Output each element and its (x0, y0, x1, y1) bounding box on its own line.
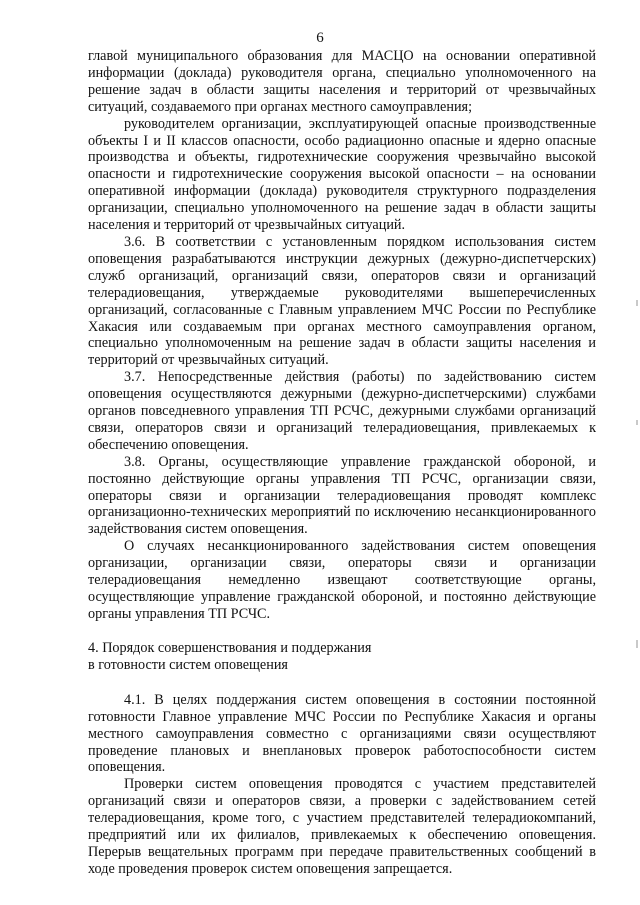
paragraph-3-7: 3.7. Непосредственные действия (работы) по задействованию систем оповещения осуществляются дежурными (дежурно-диспетчерскими) службами органов повседневного управления ТП РСЧС, дежурными службами организаций связи, операторов связи и организаций телерадиовещания, привлекаемых к обеспечению оповещения. (88, 369, 596, 453)
paragraph-checks: Проверки систем оповещения проводятся с участием представителей организаций связи и операторов связи, а проверки с задействованием сетей телерадиовещания, кроме того, с участием представителей телерадиокомпаний, предприятий или их филиалов, привлекаемых к обеспечению оповещения. Перерыв вещательных программ при передаче правительственных сообщений в ходе проведения проверок систем оповещения запрещается. (88, 776, 596, 877)
section-title-line-1: 4. Порядок совершенствования и поддержания (88, 639, 372, 656)
section-4-title (88, 640, 596, 674)
page-number: 6 (316, 30, 324, 46)
scan-edge-mark (636, 420, 638, 425)
paragraph-unauthorized: О случаях несанкционированного задействования систем оповещения организации, организации связи, операторы связи и организации телерадиовещания немедленно извещают соответствующие органы, осуществляющие управление гражданской обороной, и постоянно действующие органы управления ТП РСЧС. (88, 538, 596, 622)
scan-edge-mark (636, 300, 638, 306)
scan-edge-mark (636, 640, 638, 648)
section-title-line-2: в готовности систем оповещения (88, 656, 288, 673)
paragraph-3-6: 3.6. В соответствии с установленным порядком использования систем оповещения разрабатываются инструкции дежурных (дежурно-диспетчерских) служб организаций, организаций связи, операторов связи и организаций телерадиовещания, утверждаемые руководителями вышеперечисленных организаций, согласованные с Главным управлением МЧС России по Республике Хакасия или создаваемым при органах местного самоуправления органом, специально уполномоченным на решение задач в области защиты населения и территорий от чрезвычайных ситуаций. (88, 233, 596, 369)
paragraph-3-8: 3.8. Органы, осуществляющие управление гражданской обороной, и постоянно действующие органы управления ТП РСЧС, организации связи, операторы связи и организации телерадиовещания проводят комплекс организационно-технических мероприятий по исключению несанкционированного задействования систем оповещения. (88, 453, 596, 538)
paragraph-glava: главой муниципального образования для МАСЦО на основании оперативной информации (доклада) руководителя органа, специально уполномоченного на решение задач в области защиты населения и территорий от чрезвычайных ситуаций, создаваемого при органах местного самоуправления; (88, 48, 596, 115)
document-body (88, 48, 596, 878)
paragraph-4-1: 4.1. В целях поддержания систем оповещения в состоянии постоянной готовности Главное управление МЧС России по Республике Хакасия и органы местного самоуправления совместно с организациями связи осуществляют проведение плановых и внеплановых проверок работоспособности систем оповещения. (88, 691, 596, 776)
paragraph-rukovoditel: руководителем организации, эксплуатирующей опасные производственные объекты I и II классов опасности, особо радиационно опасные и ядерно опасные производства и объекты, гидротехнические сооружения чрезвычайно высокой опасности и гидротехнические сооружения высокой опасности – на основании оперативной информации (доклада) руководителя структурного подразделения организации, специально уполномоченного на решение задач в области защиты населения и территорий от чрезвычайных ситуаций. (88, 115, 596, 234)
